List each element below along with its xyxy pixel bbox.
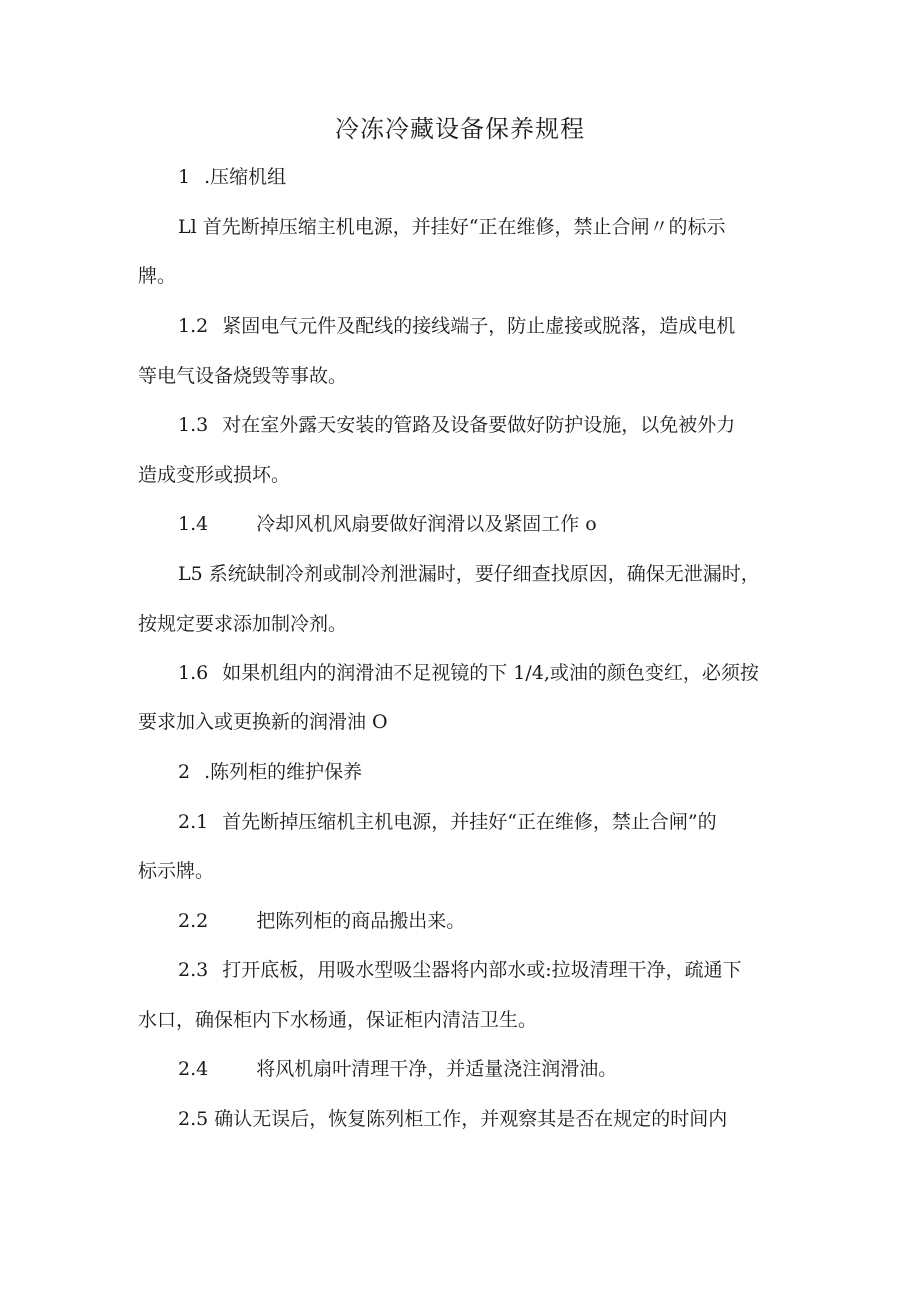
paragraph-1-2-text: 紧固电气元件及配线的接线端子，防止虚接或脱落，造成电机 (222, 315, 736, 337)
paragraph-1-3-text: 对在室外露天安装的管路及设备要做好防护设施，以免被外力 (222, 414, 736, 436)
paragraph-2-3-line-1 (178, 956, 778, 984)
paragraph-2-1-text: 首先断掉压缩机主机电源，并挂好“正在维修，禁止合闸”的 (222, 811, 717, 833)
paragraph-1-2-number: 1.2 (178, 315, 209, 337)
paragraph-1-5-line-1: L5 系统缺制冷剂或制冷剂泄漏时，要仔细查找原因，确保无泄漏时， (178, 563, 760, 585)
paragraph-1-4-number: 1.4 (178, 513, 209, 535)
paragraph-2-1-line-1 (178, 808, 778, 836)
paragraph-1-5-line-2: 按规定要求添加制冷剂。 (138, 613, 348, 635)
paragraph-1-1-line-2: 牌。 (138, 265, 177, 287)
paragraph-2-4-text: 将风机扇叶清理干净，并适量浇注润滑油。 (256, 1058, 618, 1080)
paragraph-1-3-number: 1.3 (178, 414, 209, 436)
paragraph-2-4 (178, 1055, 778, 1083)
paragraph-1-6-line-2: 要求加入或更换新的润滑油 O (138, 711, 388, 733)
paragraph-1-1-line-1: Ll 首先断掉压缩主机电源，并挂好“正在维修，禁止合闸〃的标示 (178, 216, 726, 238)
paragraph-2-3-text: 打开底板，用吸水型吸尘器将内部水或:拉圾清理干净，疏通下 (222, 959, 742, 981)
section-2-number: 2 (178, 761, 191, 783)
paragraph-2-2-text: 把陈列柜的商品搬出来。 (256, 910, 466, 932)
paragraph-1-3-line-2: 造成变形或损坏。 (138, 464, 291, 486)
paragraph-1-6-number: 1.6 (178, 662, 209, 684)
paragraph-2-4-number: 2.4 (178, 1058, 209, 1080)
section-1-number: 1 (178, 166, 191, 188)
paragraph-1-4-text: 冷却风机风扇要做好润滑以及紧固工作 o (256, 513, 597, 535)
paragraph-2-3-number: 2.3 (178, 959, 209, 981)
paragraph-2-1-line-2: 标示牌。 (138, 860, 215, 882)
paragraph-1-4 (178, 510, 778, 538)
paragraph-2-3-line-2: 水口，确保柜内下水杨通，保证柜内清洁卫生。 (138, 1009, 538, 1031)
paragraph-2-2 (178, 907, 778, 935)
section-2-title: .陈列柜的维护保养 (204, 761, 363, 783)
paragraph-2-1-number: 2.1 (178, 811, 209, 833)
paragraph-1-6-text: 如果机组内的润滑油不足视镜的下 1/4,或油的颜色变红，必须按 (222, 662, 759, 684)
paragraph-1-3-line-1 (178, 411, 778, 439)
paragraph-1-2-line-1 (178, 312, 778, 340)
paragraph-2-5-line-1: 2.5 确认无误后，恢复陈列柜工作，并观察其是否在规定的时间内 (178, 1108, 728, 1130)
section-2-heading (178, 758, 778, 786)
paragraph-2-2-number: 2.2 (178, 910, 209, 932)
section-1-title: .压缩机组 (204, 166, 287, 188)
paragraph-1-6-line-1 (178, 659, 778, 687)
paragraph-1-2-line-2: 等电气设备烧毁等事故。 (138, 365, 348, 387)
document-title: 冷冻冷藏设备保养规程 (335, 115, 585, 143)
section-1-heading (178, 163, 778, 191)
